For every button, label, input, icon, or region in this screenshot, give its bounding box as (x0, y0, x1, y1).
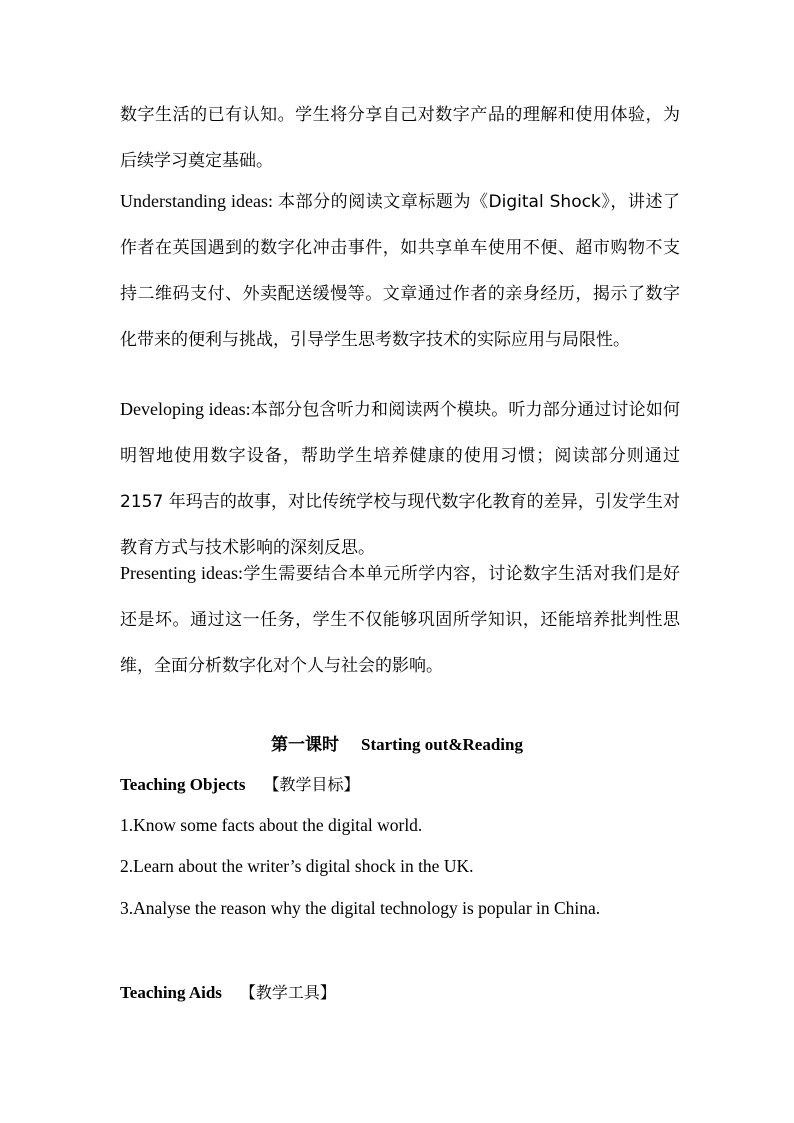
paragraph-presenting-ideas (120, 550, 680, 689)
understanding-ideas-label: Understanding ideas: (120, 191, 279, 211)
paragraph-understanding-ideas (120, 178, 680, 363)
lesson-heading (0, 730, 794, 755)
paragraph-intro-text: 数字生活的已有认知。学生将分享自己对数字产品的理解和使用体验，为后续学习奠定基础。 (120, 105, 680, 171)
teaching-aids-zh: 【教学工具】 (239, 983, 336, 1002)
presenting-ideas-label: Presenting ideas: (120, 563, 243, 583)
lesson-heading-zh: 第一课时 (271, 735, 339, 755)
developing-ideas-text: 本部分包含听力和阅读两个模块。听力部分通过讨论如何明智地使用数字设备，帮助学生培养健康的使用习惯；阅读部分则通过 2157 年玛吉的故事，对比传统学校与现代数字化教育的差异，引发学生对教育方式与技术影响的深刻反思。 (120, 400, 680, 558)
objective-item-3: 3.Analyse the reason why the digital technology is popular in China. (120, 898, 601, 918)
teaching-aids-en: Teaching Aids (120, 983, 222, 1002)
paragraph-developing-ideas (120, 386, 680, 571)
teaching-aids-heading (120, 980, 336, 1003)
objective-item-2: 2.Learn about the writer’s digital shock in the UK. (120, 856, 474, 876)
paragraph-intro (120, 92, 680, 184)
developing-ideas-label: Developing ideas: (120, 399, 251, 419)
understanding-ideas-text: 本部分的阅读文章标题为《Digital Shock》，讲述了作者在英国遇到的数字化冲击事件，如共享单车使用不便、超市购物不支持二维码支付、外卖配送缓慢等。文章通过作者的亲身经历，揭示了数字化带来的便利与挑战，引导学生思考数字技术的实际应用与局限性。 (120, 192, 680, 350)
teaching-objects-zh: 【教学目标】 (263, 775, 360, 794)
presenting-ideas-text: 学生需要结合本单元所学内容，讨论数字生活对我们是好还是坏。通过这一任务，学生不仅能够巩固所学知识，还能培养批判性思维，全面分析数字化对个人与社会的影响。 (120, 564, 681, 676)
lesson-heading-en: Starting out&Reading (361, 735, 523, 754)
teaching-objects-heading (120, 772, 359, 795)
teaching-objects-en: Teaching Objects (120, 775, 246, 794)
objective-item-1: 1.Know some facts about the digital world. (120, 815, 423, 835)
